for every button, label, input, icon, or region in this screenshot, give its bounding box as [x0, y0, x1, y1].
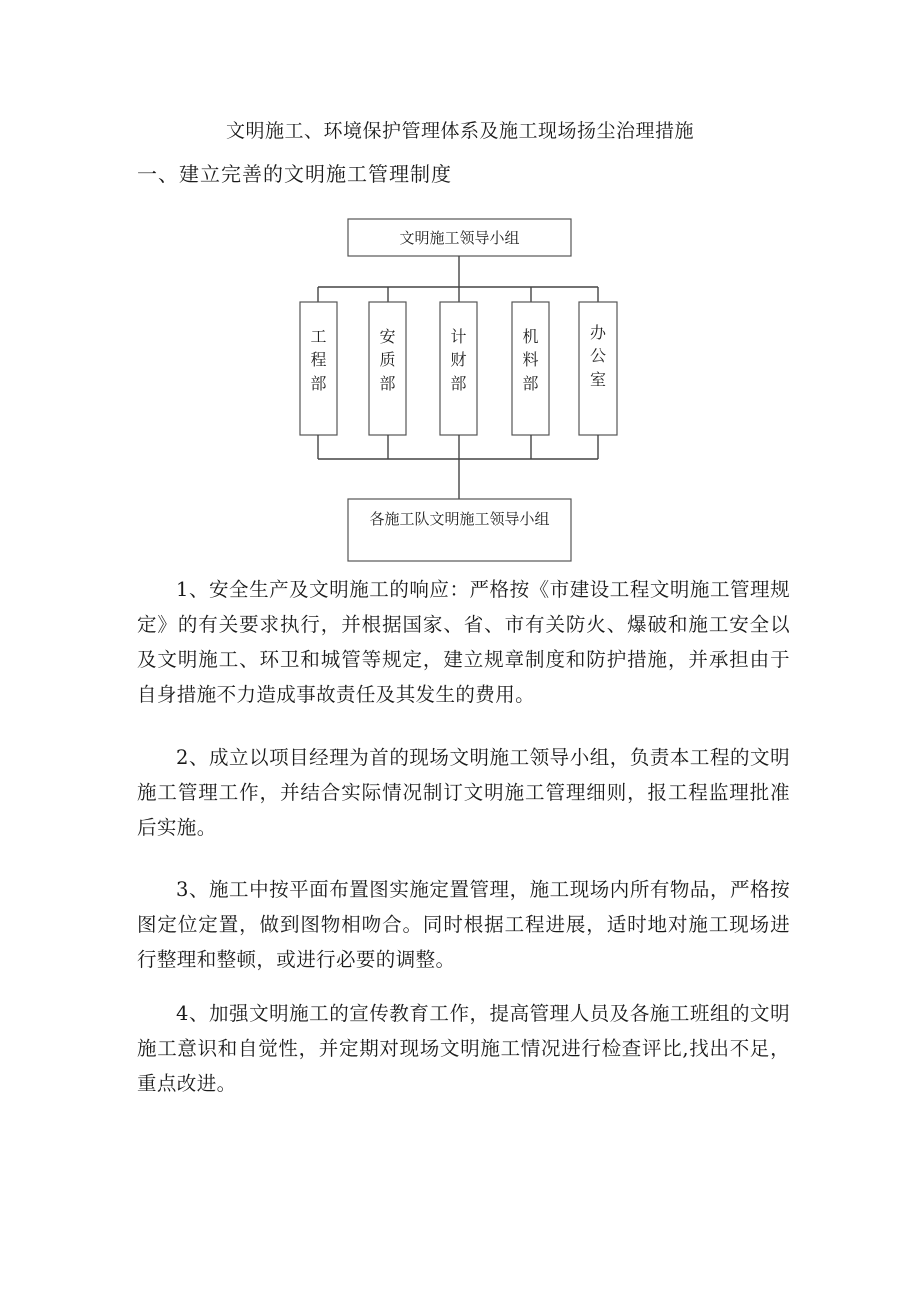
org-dept-2-char-1: 安 — [379, 327, 396, 346]
org-dept-2-char-2: 质 — [379, 350, 396, 369]
document-title: 文明施工、环境保护管理体系及施工现场扬尘治理措施 — [225, 120, 694, 142]
org-dept-3-char-2: 财 — [450, 350, 467, 369]
paragraph-2: 2、成立以项目经理为首的现场文明施工领导小组，负责本工程的文明施工管理工作，并结合实际情况制订文明施工管理细则，报工程监理批准后实施。 — [137, 746, 790, 839]
org-dept-5-char-2: 公 — [589, 346, 607, 365]
org-chart — [0, 0, 920, 580]
paragraph-4: 4、加强文明施工的宣传教育工作，提高管理人员及各施工班组的文明施工意识和自觉性，并定期对现场文明施工情况进行检查评比,找出不足，重点改进。 — [137, 1002, 790, 1095]
org-dept-1-char-1: 工 — [310, 327, 327, 346]
org-dept-1-char-3: 部 — [310, 374, 327, 393]
org-dept-4-char-3: 部 — [522, 374, 539, 393]
org-dept-2-char-3: 部 — [379, 374, 396, 393]
org-dept-3-char-1: 计 — [450, 327, 467, 346]
org-dept-1-char-2: 程 — [310, 350, 327, 369]
org-dept-box-5 — [579, 302, 617, 435]
paragraph-1: 1、安全生产及文明施工的响应：严格按《市建设工程文明施工管理规定》的有关要求执行，并根据国家、省、市有关防火、爆破和施工安全以及文明施工、环卫和城管等规定，建立规章制度和防护措施，并承担由于自身措施不力造成事故责任及其发生的费用。 — [137, 578, 790, 706]
org-dept-5-char-1: 办 — [589, 323, 607, 342]
org-dept-4-char-2: 料 — [522, 350, 539, 369]
org-bottom-label: 各施工队文明施工领导小组 — [369, 510, 550, 528]
org-dept-5-char-3: 室 — [589, 370, 607, 389]
org-dept-3-char-3: 部 — [450, 374, 467, 393]
org-top-label: 文明施工领导小组 — [399, 229, 520, 247]
org-dept-4-char-1: 机 — [522, 327, 539, 346]
paragraph-3: 3、施工中按平面布置图实施定置管理，施工现场内所有物品，严格按图定位定置，做到图物相吻合。同时根据工程进展，适时地对施工现场进行整理和整顿，或进行必要的调整。 — [137, 878, 790, 971]
section-heading: 一、建立完善的文明施工管理制度 — [137, 162, 452, 186]
org-bottom-box — [348, 499, 571, 561]
